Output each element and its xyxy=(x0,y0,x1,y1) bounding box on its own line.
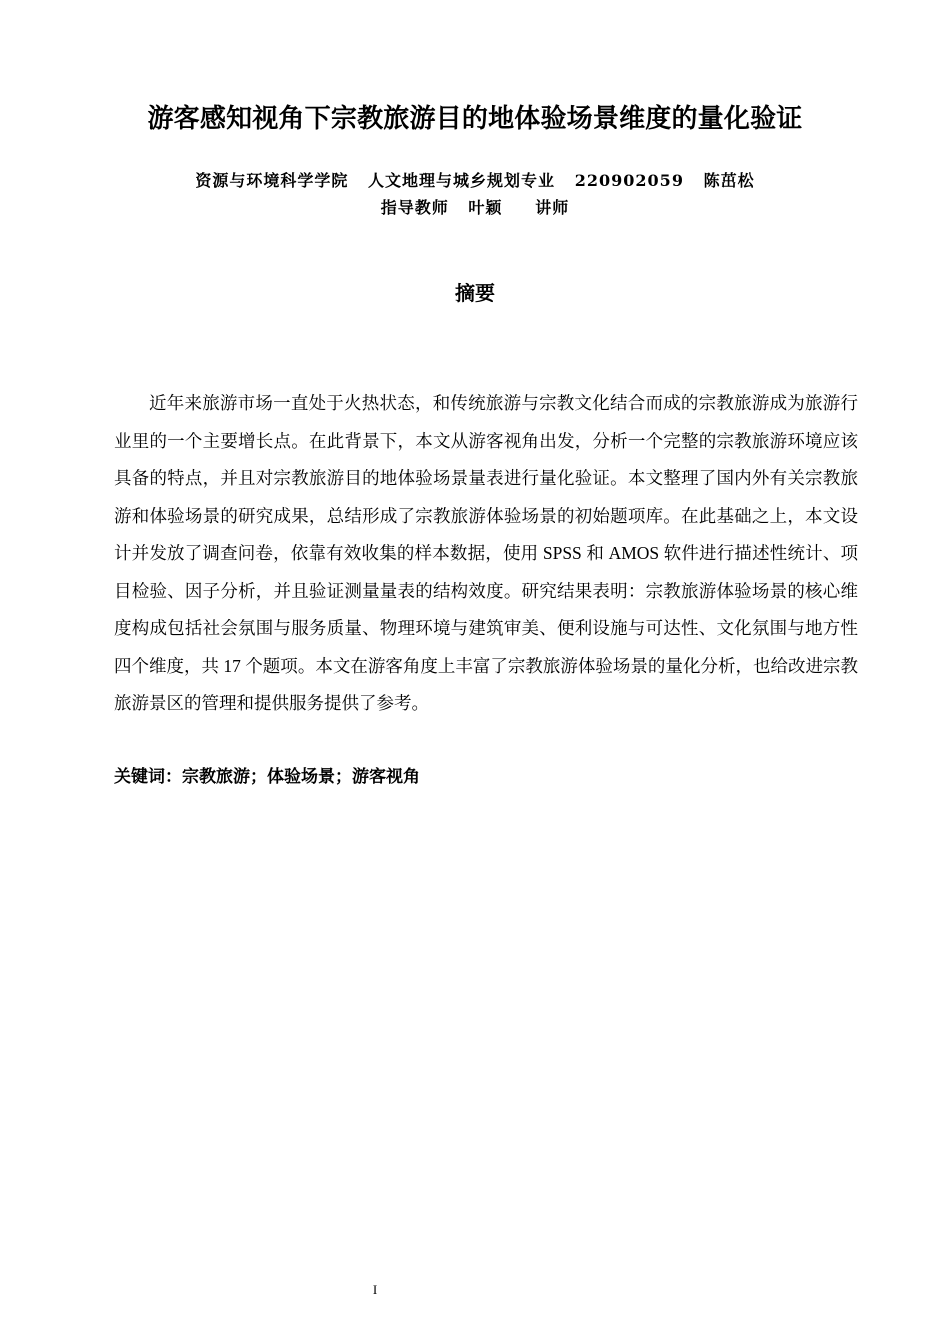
keywords: 关键词：宗教旅游；体验场景；游客视角 xyxy=(114,767,420,787)
advisor-info: 指导教师 叶颖 讲师 xyxy=(380,198,570,217)
page-number: I xyxy=(372,1282,378,1297)
abstract-heading: 摘要 xyxy=(455,281,495,305)
author-info: 资源与环境科学学院 人文地理与城乡规划专业 220902059 陈茁松 xyxy=(195,171,755,190)
abstract-body: 近年来旅游市场一直处于火热状态，和传统旅游与宗教文化结合而成的宗教旅游成为旅游行业里的一个主要增长点。在此背景下，本文从游客视角出发，分析一个完整的宗教旅游环境应该具备的特点，并且对宗教旅游目的地体验场景量表进行量化验证。本文整理了国内外有关宗教旅游和体验场景的研究成果，总结形成了宗教旅游体验场景的初始题项库。在此基础之上，本文设计并发放了调查问卷，依靠有效收集的样本数据，使用 SPSS 和 AMOS 软件进行描述性统计、项目检验、因子分析，并且验证测量量表的结构效度。研究结果表明：宗教旅游体验场景的核心维度构成包括社会氛围与服务质量、物理环境与建筑审美、便利设施与可达性、文化氛围与地方性四个维度，共 17 个题项。本文在游客角度上丰富了宗教旅游体验场景的量化分析，也给改进宗教旅游景区的管理和提供服务提供了参考。 xyxy=(114,393,858,713)
page-title: 游客感知视角下宗教旅游目的地体验场景维度的量化验证 xyxy=(147,104,803,134)
